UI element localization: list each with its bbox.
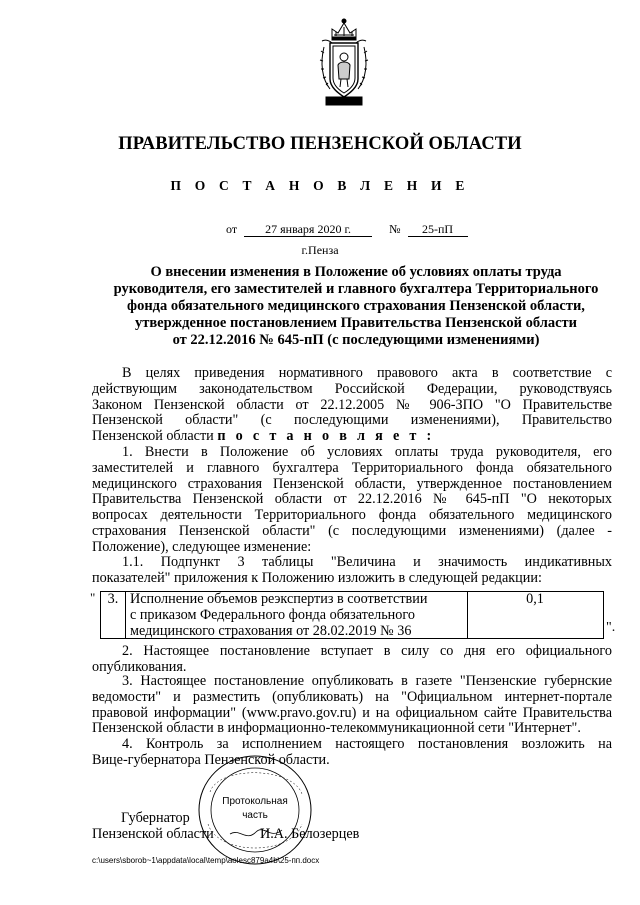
item-4	[92, 737, 612, 769]
text-line: Правительства Пензенской области от 22.12.2016 № 645-пП "О некоторых	[92, 491, 612, 508]
close-quote: ".	[606, 620, 616, 635]
document-title	[92, 264, 620, 349]
text-line: вопросах деятельности Территориального фонда обязательного медицинского	[92, 507, 612, 524]
document-number: 25-пП	[408, 223, 468, 237]
number-prefix: №	[389, 222, 401, 236]
resolves-word: п о с т а н о в л я е т :	[217, 428, 435, 445]
table-cell-value: 0,1	[526, 591, 544, 607]
text-line: Вице-губернатора Пензенской области.	[92, 751, 330, 768]
text-line: правовой информации" (www.pravo.gov.ru) и на официальном сайте Правительства	[92, 704, 612, 721]
table-text-line: медицинского страхования от 28.02.2019 № 36	[130, 622, 412, 639]
coat-of-arms-emblem	[318, 17, 370, 109]
text-fragment: Пензенской области	[92, 428, 218, 445]
preamble	[92, 366, 612, 445]
organization-name: ПРАВИТЕЛЬСТВО ПЕНЗЕНСКОЙ ОБЛАСТИ	[118, 134, 522, 154]
title-line: от 22.12.2016 № 645-пП (с последующими изменениями)	[172, 332, 540, 348]
table-text-line: Исполнение объемов реэкспертиз в соответствии	[130, 591, 428, 607]
text-line	[92, 429, 612, 445]
text-line: медицинского страхования Пензенской области, утвержденное постановлением	[92, 475, 612, 492]
table-cell-number: 3.	[101, 592, 126, 638]
date-prefix: от	[226, 222, 238, 236]
item-2	[92, 644, 612, 676]
title-line: руководителя, его заместителей и главного бухгалтера Территориального	[113, 281, 599, 297]
text-line: Пензенской области в информационно-телекоммуникационной сети "Интернет".	[92, 720, 581, 737]
stamp-line-1: Протокольная	[222, 796, 288, 807]
document-date: 27 января 2020 г.	[244, 223, 372, 237]
text-line: 3. Настоящее постановление опубликовать в газете "Пензенские губернские	[122, 673, 612, 689]
text-line: 1.1. Подпункт 3 таблицы "Величина и значимость индикативных	[122, 554, 612, 570]
signer-name: И.А. Белозерцев	[260, 826, 360, 842]
item-3	[92, 674, 612, 737]
text-line: Положение), следующее изменение:	[92, 538, 312, 555]
text-line: Законом Пензенской области от 22.12.2005 № 906-ЗПО "О Правительстве	[92, 396, 612, 413]
text-line: опубликования.	[92, 658, 187, 675]
item-1	[92, 445, 612, 556]
document-type: П О С Т А Н О В Л Е Н И Е	[170, 178, 470, 193]
table-cell-text	[126, 592, 468, 638]
item-1-1	[92, 555, 612, 587]
file-path: c:\users\sborob~1\appdata\local\temp\aolesc879a4b\25-пп.docx	[92, 856, 320, 865]
text-line: показателей" приложения к Положению изложить в следующей редакции:	[92, 569, 542, 586]
text-line: 4. Контроль за исполнением настоящего постановления возложить на	[122, 736, 612, 752]
text-line: заместителей и главного бухгалтера Территориального фонда обязательного	[92, 459, 612, 476]
text-line: страхования Пензенской области" (с последующими изменениями) (далее -	[92, 522, 612, 539]
indicator-table	[100, 591, 604, 639]
signer-position: Губернатор	[121, 810, 190, 826]
text-line: 1. Внести в Положение об условиях оплаты труда руководителя, его	[122, 444, 612, 460]
text-line: действующим законодательством Российской Федерации, руководствуясь	[92, 380, 612, 397]
text-line: В целях приведения нормативного правового акта в соответствие с	[122, 365, 612, 381]
table-text-line: с приказом Федерального фонда обязательного	[130, 606, 415, 623]
signer-region: Пензенской области	[92, 826, 214, 842]
city: г.Пенза	[301, 243, 339, 257]
text-line: 2. Настоящее постановление вступает в силу со дня его официального	[122, 643, 612, 659]
title-line: О внесении изменения в Положение об условиях оплаты труда	[150, 264, 562, 280]
text-line: ведомости" и разместить (опубликовать) на "Официальном интернет-портале	[92, 688, 612, 705]
protocol-stamp	[190, 752, 320, 870]
stamp-line-2: часть	[242, 810, 268, 821]
date-number-line	[226, 222, 468, 237]
title-line: фонда обязательного медицинского страхования Пензенской области,	[127, 298, 585, 314]
text-line: Пензенской области" (с последующими изменениями), Правительство	[92, 412, 612, 429]
open-quote: "	[90, 590, 96, 605]
title-line: утвержденное постановлением Правительства Пензенской области	[134, 315, 578, 331]
